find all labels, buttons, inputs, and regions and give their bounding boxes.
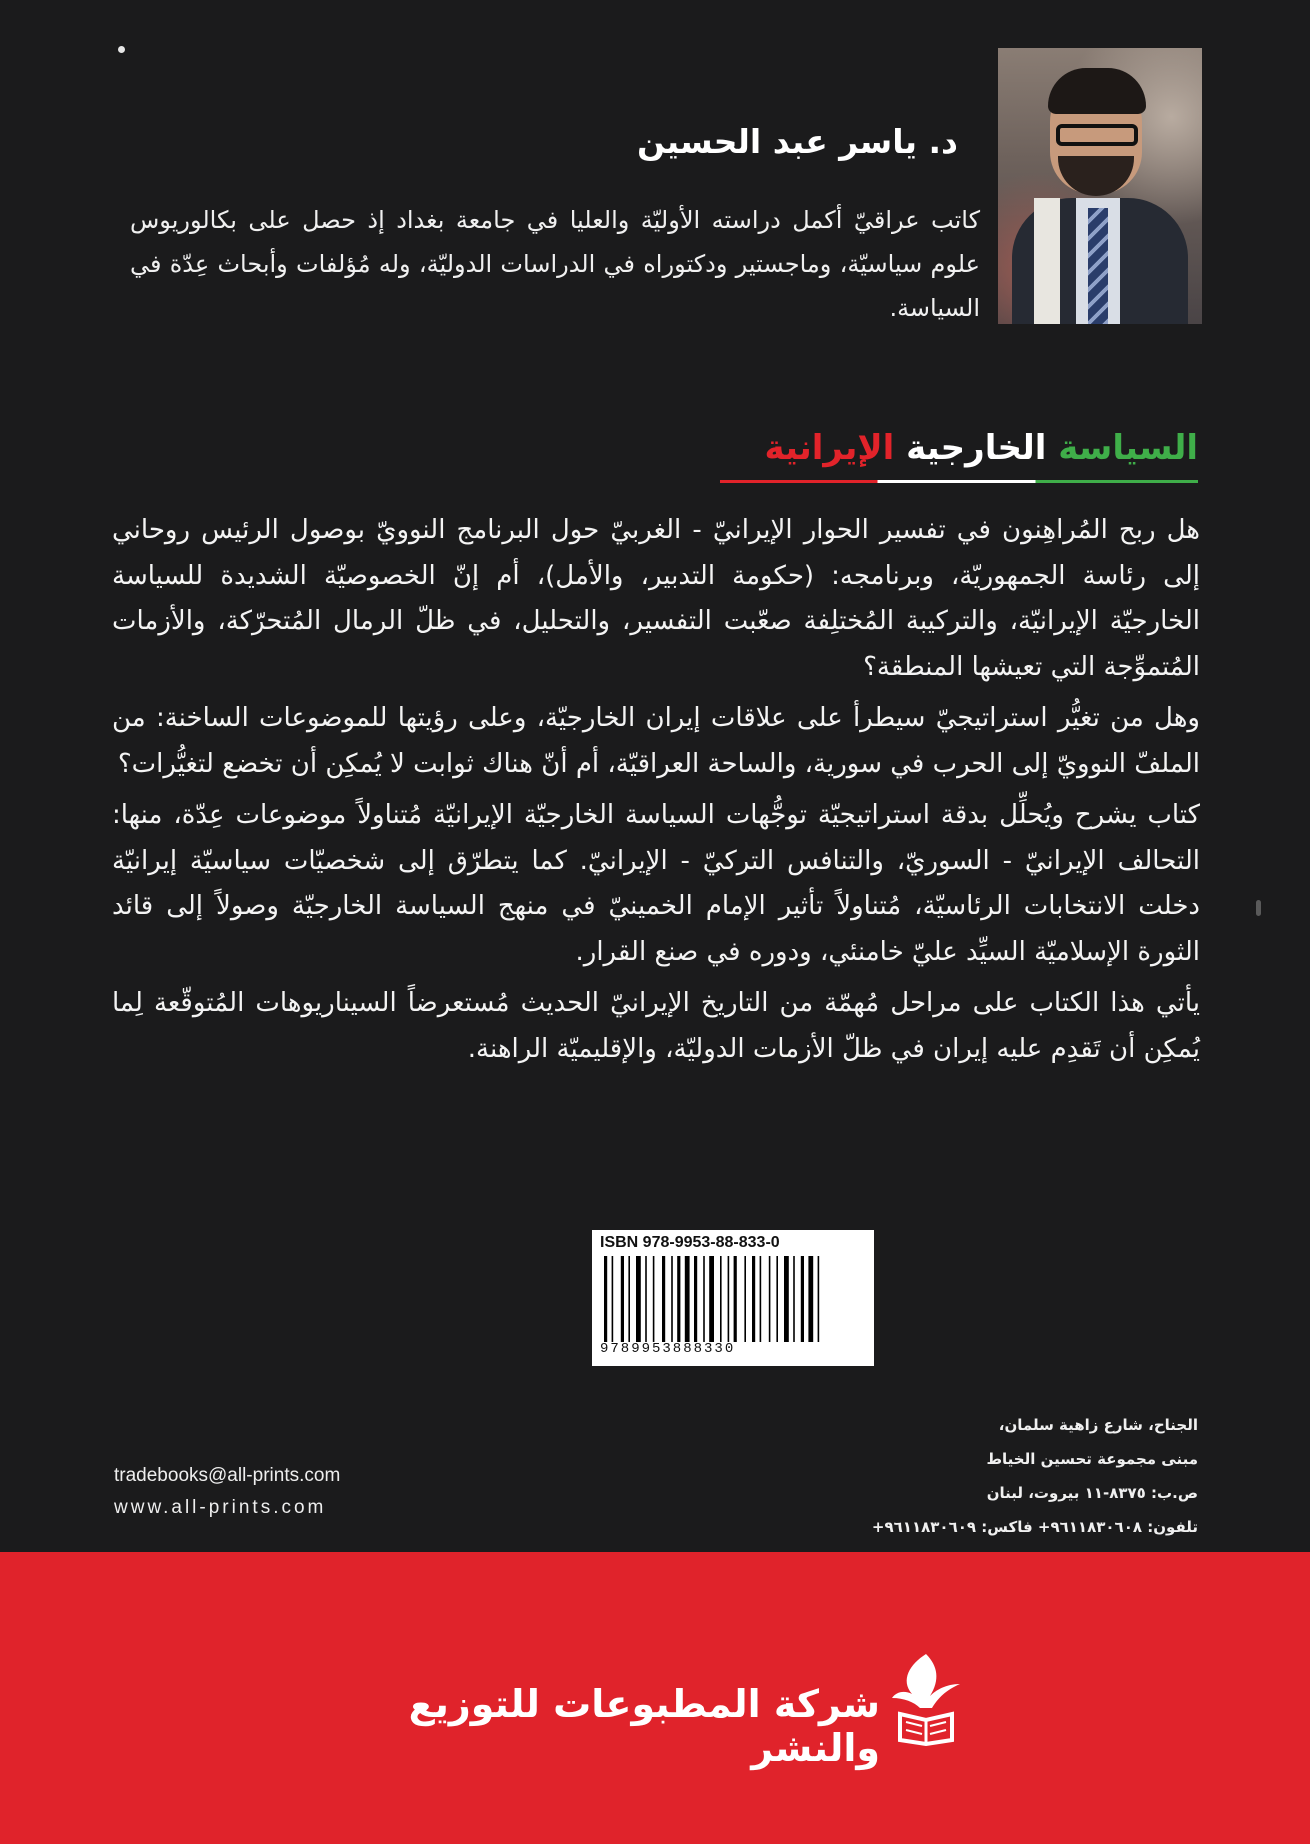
publisher-address	[798, 1408, 1198, 1544]
blurb-paragraph-4: يأتي هذا الكتاب على مراحل مُهمّة من التاريخ الإيرانيّ الحديث مُستعرضاً السيناريوهات المُتوقّعة لِما يُمكِن أن تَقدِم عليه إيران في ظلّ الأزمات الدوليّة، والإقليميّة الراهنة.	[112, 988, 1200, 1064]
blurb	[112, 508, 1200, 1078]
title-underline-tricolor	[720, 480, 1198, 483]
title-word-red: الإيرانية	[764, 428, 895, 468]
blurb-paragraph-1: هل ربح المُراهِنون في تفسير الحوار الإيرانيّ - الغربيّ حول البرنامج النوويّ بوصول الرئيس روحاني إلى رئاسة الجمهوريّة، وبرنامجه: (حكومة التدبير، والأمل)، أم إنّ الخصوصيّة الشديدة للسياسة الخارجيّة الإيرانيّة، والتركيبة المُختلِفة صعّبت التفسير، والتحليل، في ظلّ الرمال المُتحرّكة، والأزمات المُتموِّجة التي تعيشها المنطقة؟	[112, 515, 1200, 682]
address-line: تلفون: ٩٦١١٨٣٠٦٠٨+ فاكس: ٩٦١١٨٣٠٦٠٩+	[871, 1518, 1198, 1536]
address-line: الجناح، شارع زاهية سلمان،	[998, 1416, 1198, 1434]
publisher-name: شركة المطبوعات للتوزيع والنشر	[408, 1682, 880, 1770]
decorative-speck	[1256, 900, 1261, 916]
publisher-website: www.all-prints.com	[114, 1497, 327, 1518]
author-photo	[998, 48, 1202, 324]
barcode-bars	[600, 1256, 866, 1342]
address-line: ص.ب: ٨٣٧٥-١١ بيروت، لبنان	[986, 1484, 1198, 1502]
title-word-green: السياسة	[1058, 428, 1198, 468]
publisher-logo-bird-book-icon	[890, 1650, 962, 1746]
blurb-paragraph-2: وهل من تغيُّر استراتيجيّ سيطرأ على علاقات إيران الخارجيّة، وعلى رؤيتها للموضوعات الساخنة: من الملفّ النوويّ إلى الحرب في سورية، والساحة العراقيّة، أم أنّ هناك ثوابت لا يُمكِن أن تخضع لتغيُّرات؟	[112, 703, 1200, 779]
title-word-white: الخارجية	[906, 428, 1047, 468]
author-bio: كاتب عراقيّ أكمل دراسته الأوليّة والعليا في جامعة بغداد إذ حصل على بكالوريوس علوم سياسيّة، وماجستير ودكتوراه في الدراسات الدوليّة، وله مُؤلفات وأبحاث عِدّة في السياسة.	[130, 206, 980, 322]
barcode-number: 9789953888330	[600, 1341, 736, 1357]
decorative-dot	[118, 46, 125, 53]
address-line: مبنى مجموعة تحسين الخياط	[986, 1450, 1198, 1468]
publisher-email: tradebooks@all-prints.com	[114, 1465, 341, 1486]
blurb-paragraph-3: كتاب يشرح ويُحلِّل بدقة استراتيجيّة توجُّهات السياسة الخارجيّة الإيرانيّة مُتناولاً موضوعات عِدّة، منها: التحالف الإيرانيّ - السوريّ، والتنافس التركيّ - الإيرانيّ. كما يتطرّق إلى شخصيّات سياسيّة إيرانيّة دخلت الانتخابات الرئاسيّة، مُتناولاً تأثير الإمام الخمينيّ في منهج السياسة الخارجيّة وصولاً إلى قائد الثورة الإسلاميّة السيِّد عليّ خامنئي، ودوره في صنع القرار.	[112, 800, 1200, 967]
author-name: د. ياسر عبد الحسين	[636, 122, 958, 161]
book-title	[398, 425, 1198, 471]
isbn-label: ISBN 978-9953-88-833-0	[600, 1234, 780, 1251]
barcode	[592, 1230, 874, 1366]
